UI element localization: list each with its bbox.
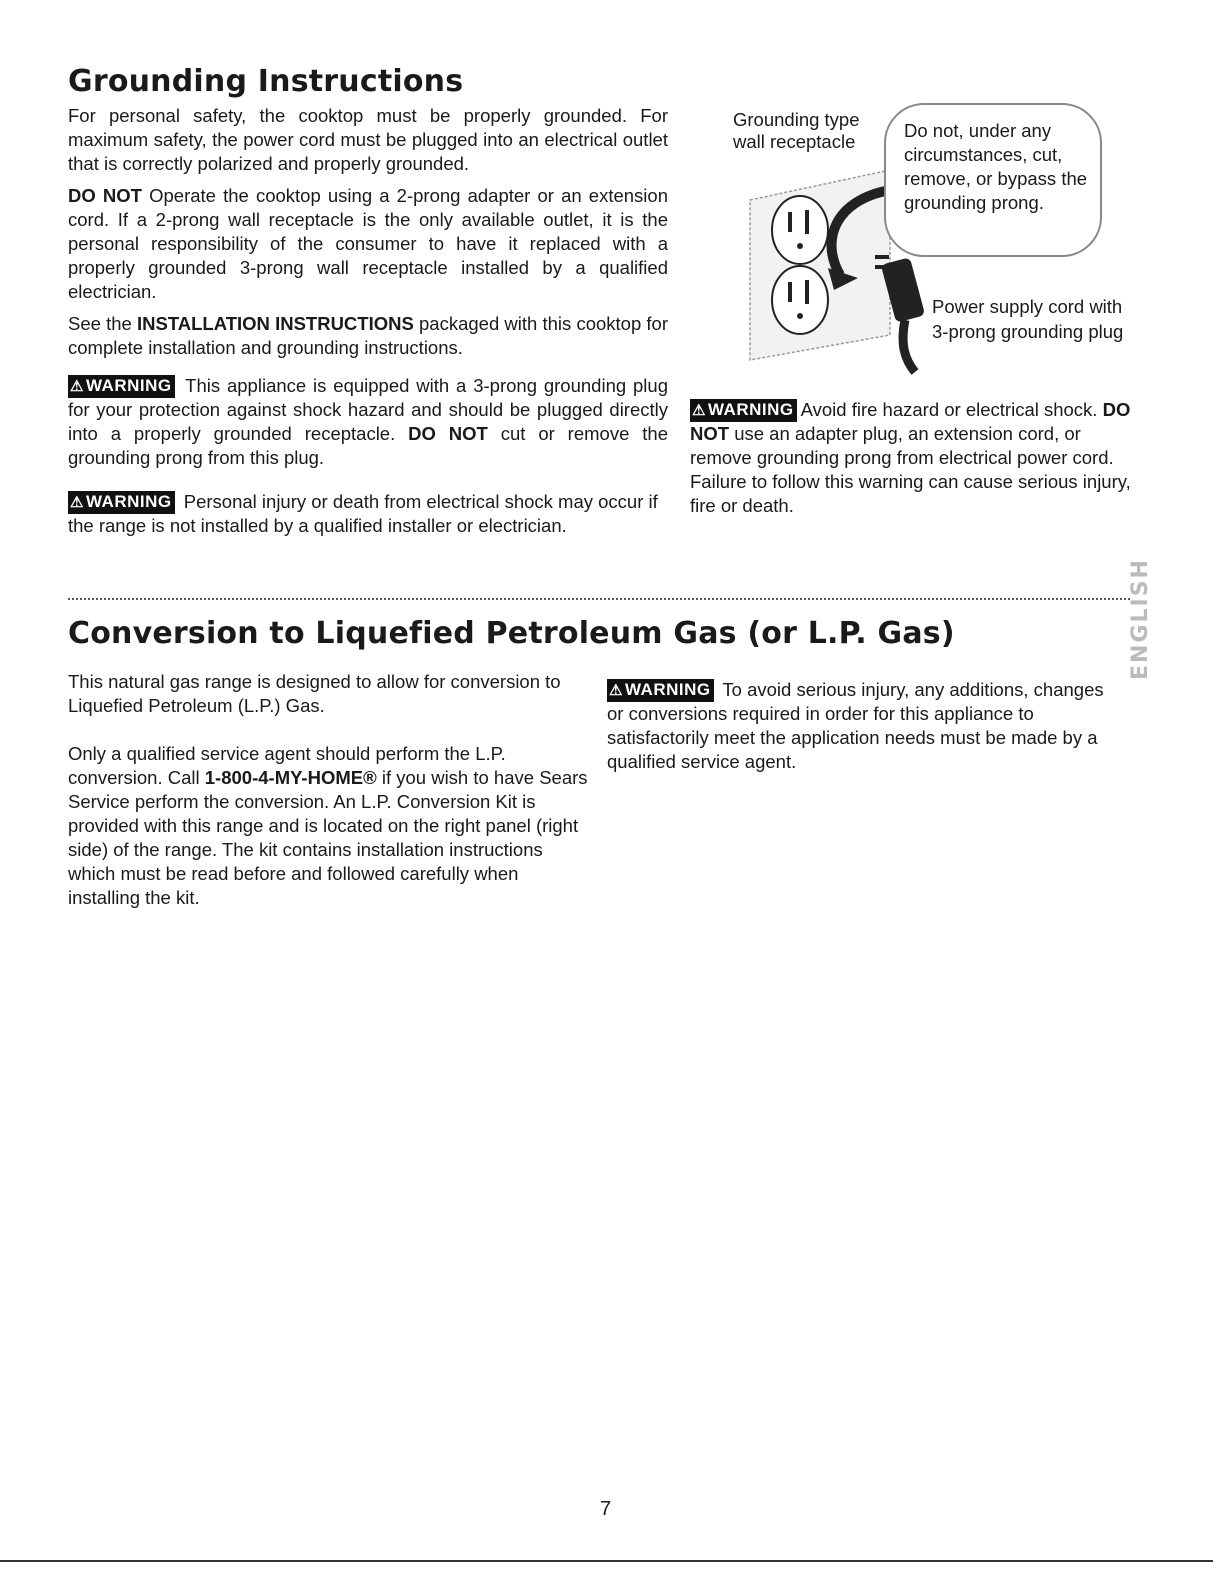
warning-triangle-icon: ⚠ [70, 378, 84, 395]
warning-label: WARNING [707, 400, 794, 419]
warning-2-text: Personal injury or death from electrical shock may occur if the range is not installed by a qualified installer or electrician. [68, 491, 658, 536]
grounding-paragraph-2 [68, 184, 668, 304]
grounding-paragraph-3 [68, 312, 668, 360]
lower-outlet [772, 266, 828, 334]
cord-label: Power supply cord with 3-prong grounding plug [932, 296, 1124, 342]
conversion-column [68, 670, 593, 910]
warning-1-text-end: cut or remove the grounding prong from this plug. [68, 423, 668, 468]
do-not-text: DO NOT [408, 423, 488, 444]
receptacle-label: Grounding type wall receptacle [733, 109, 860, 152]
warning-3-text-end: use an adapter plug, an extension cord, or remove grounding prong from electrical power cord. Failure to follow this warning can cause serious injury, fire or death. [690, 423, 1131, 516]
grounding-paragraph-3-text: packaged with this cooktop for complete installation and grounding instructions. [68, 313, 668, 358]
upper-outlet [772, 196, 828, 264]
conversion-warning [607, 678, 1122, 774]
warning-paragraph-2 [68, 490, 658, 538]
section-title-conversion: Conversion to Liquefied Petroleum Gas (or L.P. Gas) [68, 616, 955, 651]
warning-triangle-icon: ⚠ [609, 682, 623, 699]
see-text: See the [68, 313, 137, 334]
bottom-rule [0, 1560, 1213, 1562]
do-not-text: DO NOT [690, 399, 1131, 444]
warning-label: WARNING [85, 376, 172, 395]
conversion-paragraph-2 [68, 742, 593, 910]
installation-instructions-text: INSTALLATION INSTRUCTIONS [136, 313, 414, 334]
do-not-text: DO NOT [68, 185, 142, 206]
grounding-column [68, 104, 668, 538]
warning-label: WARNING [624, 680, 711, 699]
warning-1-text: This appliance is equipped with a 3-prong grounding plug for your protection against shock hazard and should be plugged directly into a properly grounded receptacle. [68, 375, 668, 444]
bubble-text: Do not, under any circumstances, cut, remove, or bypass the grounding prong. [904, 120, 1088, 213]
conversion-warning-text-block [607, 678, 1122, 774]
conversion-warning-text: To avoid serious injury, any additions, changes or conversions required in order for this appliance to satisfactorily meet the application needs must be made by a qualified service agent. [607, 679, 1104, 772]
grounding-paragraph-2-text: Operate the cooktop using a 2-prong adapter or an extension cord. If a 2-prong wall receptacle is the only available outlet, it is the personal responsibility of the consumer to have it replaced with a properly grounded 3-prong wall receptacle installed by a qualified electrician. [68, 185, 668, 302]
warning-label: WARNING [85, 492, 172, 511]
warning-paragraph-1 [68, 374, 668, 470]
warning-3-text: Avoid fire hazard or electrical shock. [800, 399, 1103, 420]
language-side-tab: ENGLISH [1128, 558, 1153, 680]
warning-triangle-icon: ⚠ [692, 402, 706, 419]
grounding-paragraph-1: For personal safety, the cooktop must be properly grounded. For maximum safety, the power cord must be plugged into an electrical outlet that is correctly polarized and properly grounded. [68, 105, 668, 174]
phone-number: 1-800-4-MY-HOME® [204, 767, 377, 788]
section-divider [68, 598, 1130, 600]
warning-badge [690, 399, 797, 422]
conversion-paragraph-1: This natural gas range is designed to allow for conversion to Liquefied Petroleum (L.P.) Gas. [68, 671, 561, 716]
warning-paragraph-3 [690, 398, 1140, 518]
warning-badge [68, 375, 175, 398]
section-title-grounding: Grounding Instructions [68, 64, 464, 99]
warning-bubble [884, 103, 1102, 257]
warning-badge [68, 491, 175, 514]
page-number: 7 [600, 1498, 612, 1520]
warning-3-text-block [690, 398, 1140, 518]
warning-triangle-icon: ⚠ [70, 494, 84, 511]
warning-badge [607, 679, 714, 702]
conversion-paragraph-2-text-end: if you wish to have Sears Service perform the conversion. An L.P. Conversion Kit is provided with this range and is located on the right panel (right side) of the range. The kit contains installation instructions which must be read before and followed carefully when installing the kit. [68, 767, 588, 908]
cord [903, 320, 915, 372]
conversion-paragraph-2-text: Only a qualified service agent should perform the L.P. conversion. Call [68, 743, 506, 788]
